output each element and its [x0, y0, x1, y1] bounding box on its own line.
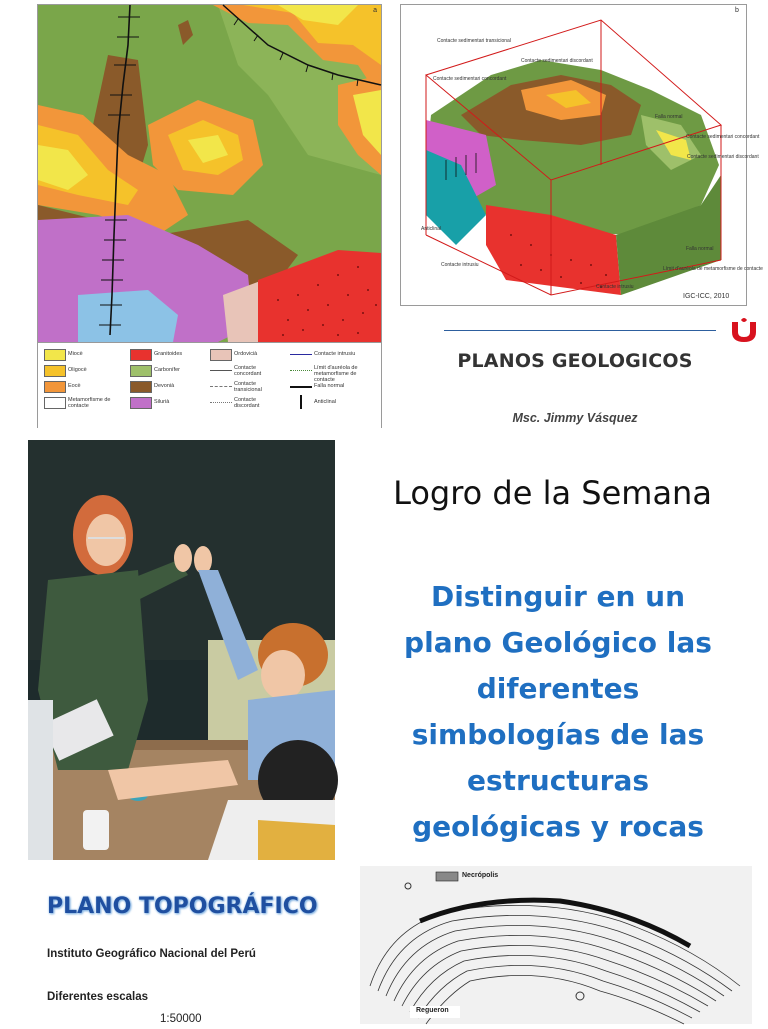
block-label: Contacte sedimentari concordant: [686, 134, 760, 140]
block-label: Contacte sedimentari transicional: [437, 38, 511, 44]
block-label: Falla normal: [655, 114, 683, 120]
panel-tag-b: b: [735, 7, 739, 14]
university-logo: [727, 316, 761, 346]
objective-line: simbologías de las: [411, 718, 705, 751]
weekly-goal-objective: [388, 574, 728, 850]
logo-icon: [727, 316, 761, 346]
legend-line-intrusive: [290, 354, 312, 355]
topographic-map-image: [360, 866, 752, 1024]
objective-line: plano Geológico las: [404, 626, 712, 659]
legend-swatch-granitoids: [130, 349, 152, 361]
legend-line-aureole: [290, 370, 312, 371]
block-label: Anticlinal: [421, 226, 442, 232]
legend-swatch-oligocene: [44, 365, 66, 377]
geological-map-image: [38, 5, 381, 342]
legend-label: Carbonífer: [154, 367, 180, 373]
weekly-goal-heading: Logro de la Semana: [393, 474, 712, 512]
map-legend: [38, 342, 381, 428]
block-label: Contacte sedimentari discordant: [687, 154, 759, 160]
legend-swatch-silurian: [130, 397, 152, 409]
topographic-plan-title: PLANO TOPOGRÁFICO: [47, 894, 318, 919]
legend-label: Contacte discordant: [234, 397, 260, 409]
block-credit: IGC-ICC, 2010: [683, 293, 730, 300]
block-label: Contacte sedimentari concordant: [433, 76, 507, 82]
institute-name: Instituto Geográfico Nacional del Perú: [47, 948, 256, 960]
legend-label: Anticlinal: [314, 399, 337, 405]
high-five-photo: [28, 440, 335, 860]
legend-swatch-carboniferous: [130, 365, 152, 377]
legend-line-fault: [290, 386, 312, 388]
legend-label: Granitoides: [154, 351, 183, 357]
legend-label: Contacte transicional: [234, 381, 262, 393]
author-name: Msc. Jimmy Vásquez: [512, 411, 638, 425]
block-label: Contacte intrusiu: [596, 284, 634, 290]
legend-label: Ordovicià: [234, 351, 258, 357]
legend-label: Contacte intrusiu: [314, 351, 356, 357]
scales-label: Diferentes escalas: [47, 991, 149, 1003]
map-label: Necrópolis: [462, 872, 499, 879]
topographic-map: [360, 866, 752, 1024]
legend-swatch-eocene: [44, 381, 66, 393]
presentation-title: PLANOS GEOLOGICOS: [457, 350, 693, 372]
block-label: Falla normal: [686, 246, 714, 252]
title-divider: [444, 330, 716, 331]
legend-anticline-symbol: [300, 395, 302, 409]
legend-line-discordant: [210, 402, 232, 403]
legend-label: Límit d'auréola de metamorfisme de contacte: [314, 365, 358, 383]
legend-label: Eocè: [68, 383, 81, 389]
geological-block-diagram-b: [400, 4, 763, 306]
objective-line: diferentes: [476, 672, 640, 705]
block-label: Contacte sedimentari discordant: [521, 58, 593, 64]
legend-swatch-devonian: [130, 381, 152, 393]
block-label: Límit d'auréola de metamorfisme de contacte: [663, 266, 763, 272]
geological-map-a: [37, 4, 382, 428]
classroom-photo: [28, 440, 335, 860]
legend-label: Metamorfisme de contacte: [68, 397, 111, 409]
legend-label: Silurià: [154, 399, 170, 405]
legend-label: Contacte concordant: [234, 365, 262, 377]
objective-line: geológicas y rocas: [412, 810, 704, 843]
legend-swatch-metamorphism: [44, 397, 66, 409]
legend-swatch-miocene: [44, 349, 66, 361]
legend-label: Devonià: [154, 383, 175, 389]
objective-line: Distinguir en un: [430, 580, 686, 613]
panel-tag-a: a: [373, 7, 377, 14]
scale-value: 1:50000: [160, 1013, 202, 1025]
legend-label: Miocè: [68, 351, 83, 357]
legend-line-concordant: [210, 370, 232, 371]
map-label: Regueron: [416, 1007, 449, 1014]
legend-line-transitional: [210, 386, 232, 387]
legend-swatch-ordovician: [210, 349, 232, 361]
objective-line: estructuras: [466, 764, 650, 797]
legend-label: Falla normal: [314, 383, 345, 389]
legend-label: Oligocè: [68, 367, 87, 373]
block-label: Contacte intrusiu: [441, 262, 479, 268]
